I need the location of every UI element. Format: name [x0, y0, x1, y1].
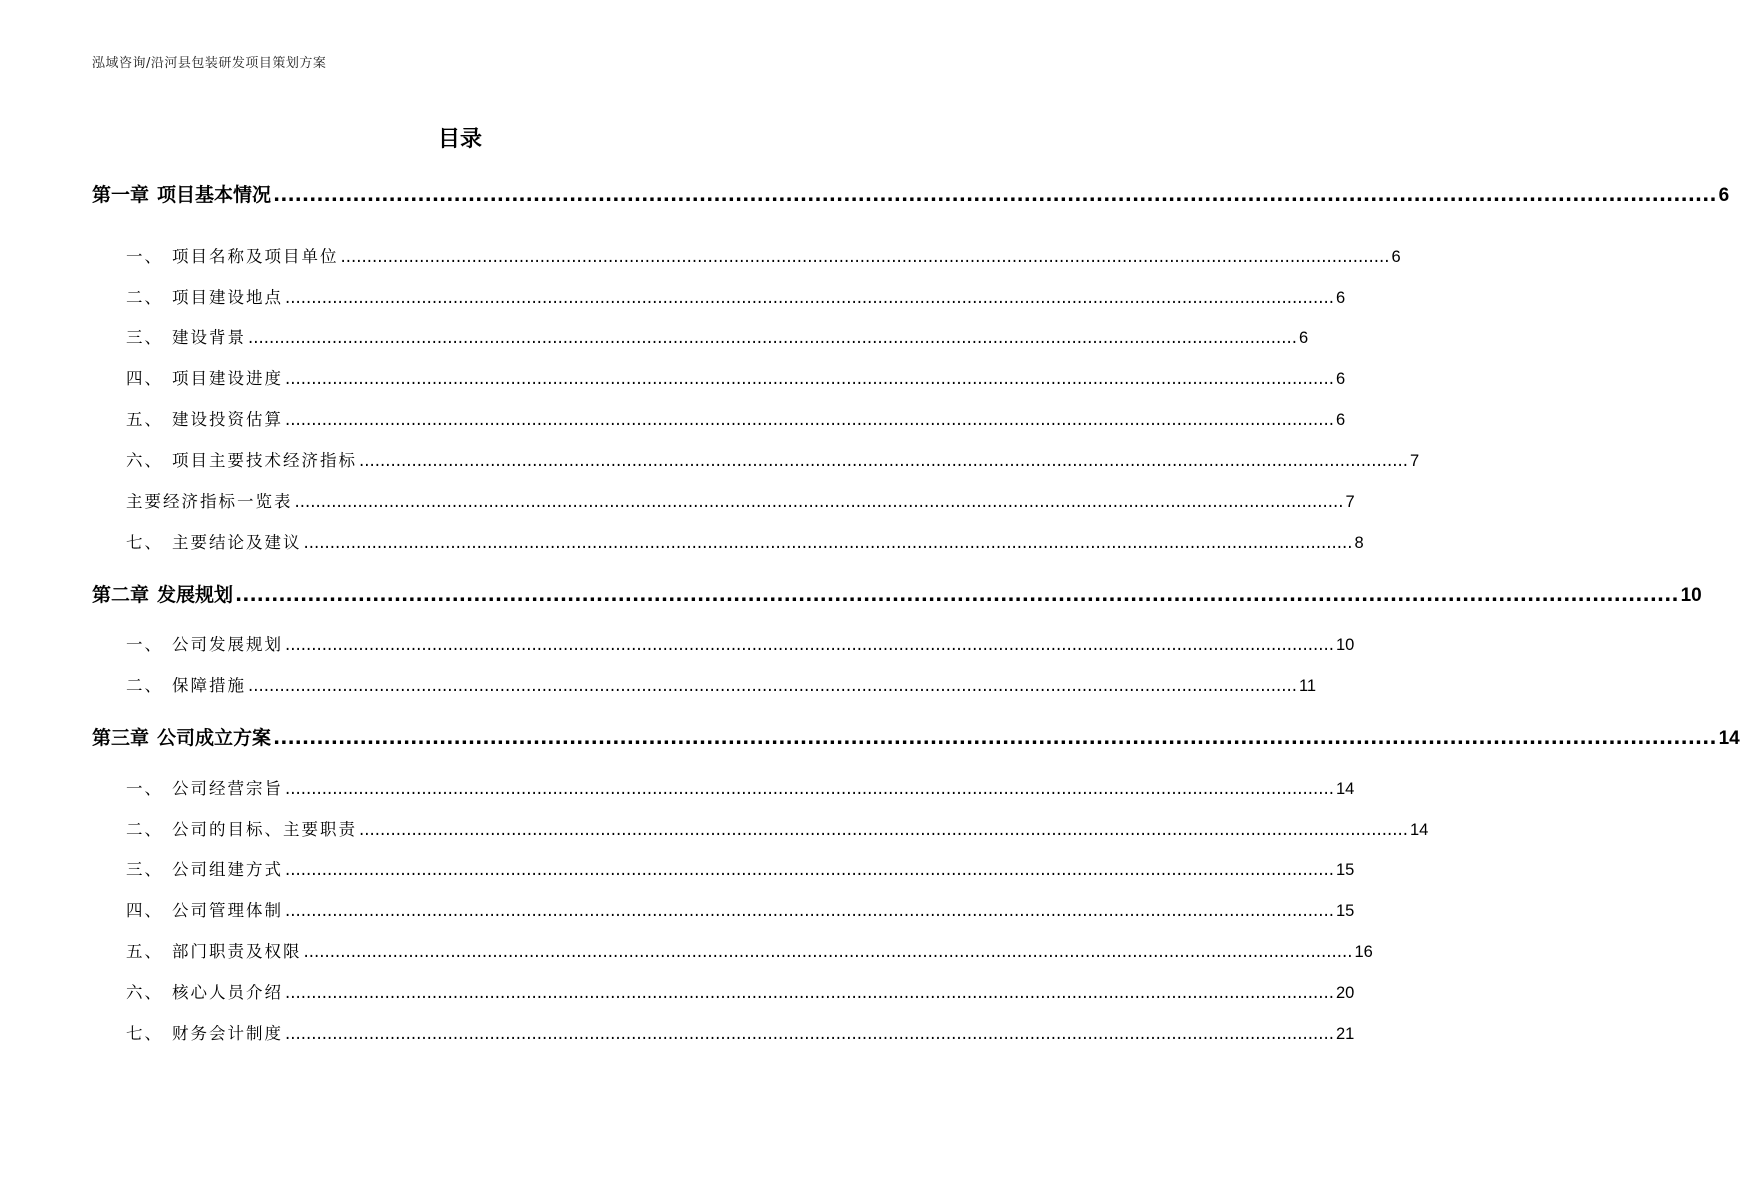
toc-title: 建设背景 — [172, 328, 246, 347]
toc-title: 主要经济指标一览表 — [126, 492, 293, 511]
toc-title: 部门职责及权限 — [172, 942, 302, 961]
toc-section[interactable] — [126, 369, 1346, 388]
toc-page-number: 10 — [1335, 636, 1355, 654]
toc-section[interactable] — [126, 860, 1355, 879]
toc-number: 四、 — [126, 369, 163, 388]
toc-number: 六、 — [126, 451, 163, 470]
toc-number: 第一章 — [92, 184, 150, 206]
toc-number: 第二章 — [92, 584, 150, 606]
toc-title: 公司组建方式 — [172, 860, 283, 879]
page-header: 泓域咨询/沿河县包装研发项目策划方案 — [92, 56, 327, 71]
toc-chapter-1[interactable] — [92, 184, 1730, 206]
toc-number: 第三章 — [92, 727, 150, 749]
toc-title: 公司经营宗旨 — [172, 779, 283, 798]
toc-section[interactable] — [126, 820, 1429, 839]
toc-section[interactable] — [126, 410, 1346, 429]
toc-section[interactable] — [126, 451, 1420, 470]
toc-section[interactable] — [126, 983, 1355, 1002]
toc-title: 项目基本情况 — [157, 184, 272, 206]
toc-leader-dots: ........................................................................................................................................................................................................ — [285, 635, 1334, 654]
toc-number: 一、 — [126, 247, 163, 266]
toc-section[interactable] — [126, 676, 1317, 695]
toc-title: 发展规划 — [157, 584, 234, 606]
toc-title: 核心人员介绍 — [172, 983, 283, 1002]
toc-leader-dots: ........................................................................................................................................................................................................ — [359, 820, 1408, 839]
toc-leader-dots: ........................................................................................................................................................................................................ — [235, 584, 1679, 606]
toc-leader-dots: ........................................................................................................................................................................................................ — [248, 328, 1297, 347]
toc-title: 项目名称及项目单位 — [172, 247, 339, 266]
toc-number: 七、 — [126, 533, 163, 552]
toc-page-number: 7 — [1345, 493, 1355, 511]
toc-section[interactable] — [126, 901, 1355, 920]
toc-title: 公司成立方案 — [157, 727, 272, 749]
toc-number: 二、 — [126, 820, 163, 839]
toc-leader-dots: ........................................................................................................................................................................................................ — [359, 451, 1408, 470]
toc-leader-dots: ........................................................................................................................................................................................................ — [273, 727, 1717, 749]
toc-page-number: 6 — [1718, 185, 1730, 206]
toc-leader-dots: ........................................................................................................................................................................................................ — [340, 247, 1390, 266]
toc-leader-dots: ........................................................................................................................................................................................................ — [294, 492, 1344, 511]
toc-title: 财务会计制度 — [172, 1024, 283, 1043]
toc-page-number: 6 — [1335, 289, 1346, 307]
toc-title: 建设投资估算 — [172, 410, 283, 429]
toc-section[interactable] — [126, 247, 1401, 266]
toc-page-number: 11 — [1298, 677, 1317, 695]
toc-section[interactable] — [126, 635, 1355, 654]
toc-leader-dots: ........................................................................................................................................................................................................ — [285, 410, 1334, 429]
toc-title: 公司管理体制 — [172, 901, 283, 920]
toc-number: 三、 — [126, 328, 163, 347]
toc-page-number: 21 — [1335, 1025, 1355, 1043]
toc-page-number: 8 — [1354, 534, 1364, 552]
toc-number: 二、 — [126, 676, 163, 695]
toc-leader-dots: ........................................................................................................................................................................................................ — [248, 676, 1297, 695]
toc-leader-dots: ........................................................................................................................................................................................................ — [285, 901, 1334, 920]
toc-page-number: 20 — [1335, 984, 1355, 1002]
toc-section[interactable] — [126, 328, 1309, 347]
toc-page-number: 16 — [1354, 943, 1373, 961]
toc-leader-dots: ........................................................................................................................................................................................................ — [285, 860, 1334, 879]
toc-leader-dots: ........................................................................................................................................................................................................ — [285, 1024, 1334, 1043]
page-title: 目录 — [437, 127, 482, 152]
toc-page-number: 14 — [1718, 728, 1740, 749]
toc-section[interactable] — [126, 1024, 1355, 1043]
toc-page-number: 15 — [1335, 902, 1355, 920]
toc-number: 二、 — [126, 288, 163, 307]
toc-title: 公司的目标、主要职责 — [172, 820, 357, 839]
toc-section[interactable] — [126, 533, 1364, 552]
toc-section[interactable] — [126, 779, 1355, 798]
toc-section[interactable] — [126, 288, 1346, 307]
toc-leader-dots: ........................................................................................................................................................................................................ — [273, 184, 1717, 206]
toc-number: 五、 — [126, 410, 163, 429]
toc-chapter-3[interactable] — [92, 727, 1740, 749]
toc-title: 项目主要技术经济指标 — [172, 451, 357, 470]
toc-page-number: 14 — [1409, 821, 1429, 839]
toc-leader-dots: ........................................................................................................................................................................................................ — [285, 369, 1334, 388]
toc-page-number: 6 — [1335, 411, 1346, 429]
toc-page-number: 7 — [1409, 452, 1420, 470]
toc-section[interactable] — [126, 492, 1355, 511]
toc-title: 主要结论及建议 — [172, 533, 302, 552]
toc-page-number: 15 — [1335, 861, 1355, 879]
toc-section[interactable] — [126, 942, 1373, 961]
toc-chapter-2[interactable] — [92, 584, 1702, 606]
toc-number: 一、 — [126, 635, 163, 654]
toc-page-number: 14 — [1335, 780, 1355, 798]
toc-number: 四、 — [126, 901, 163, 920]
toc-leader-dots: ........................................................................................................................................................................................................ — [285, 983, 1334, 1002]
toc-page-number: 6 — [1391, 248, 1401, 266]
toc-page-number: 6 — [1335, 370, 1346, 388]
toc-leader-dots: ........................................................................................................................................................................................................ — [303, 533, 1353, 552]
toc-leader-dots: ........................................................................................................................................................................................................ — [285, 288, 1334, 307]
toc-number: 一、 — [126, 779, 163, 798]
toc-page-number: 6 — [1298, 329, 1309, 347]
toc-title: 公司发展规划 — [172, 635, 283, 654]
toc-title: 项目建设进度 — [172, 369, 283, 388]
toc-title: 保障措施 — [172, 676, 246, 695]
toc-title: 项目建设地点 — [172, 288, 283, 307]
toc-number: 六、 — [126, 983, 163, 1002]
toc-number: 五、 — [126, 942, 163, 961]
toc-number: 七、 — [126, 1024, 163, 1043]
toc-number: 三、 — [126, 860, 163, 879]
toc-page-number: 10 — [1680, 585, 1702, 606]
toc-leader-dots: ........................................................................................................................................................................................................ — [285, 779, 1334, 798]
toc-leader-dots: ........................................................................................................................................................................................................ — [303, 942, 1353, 961]
